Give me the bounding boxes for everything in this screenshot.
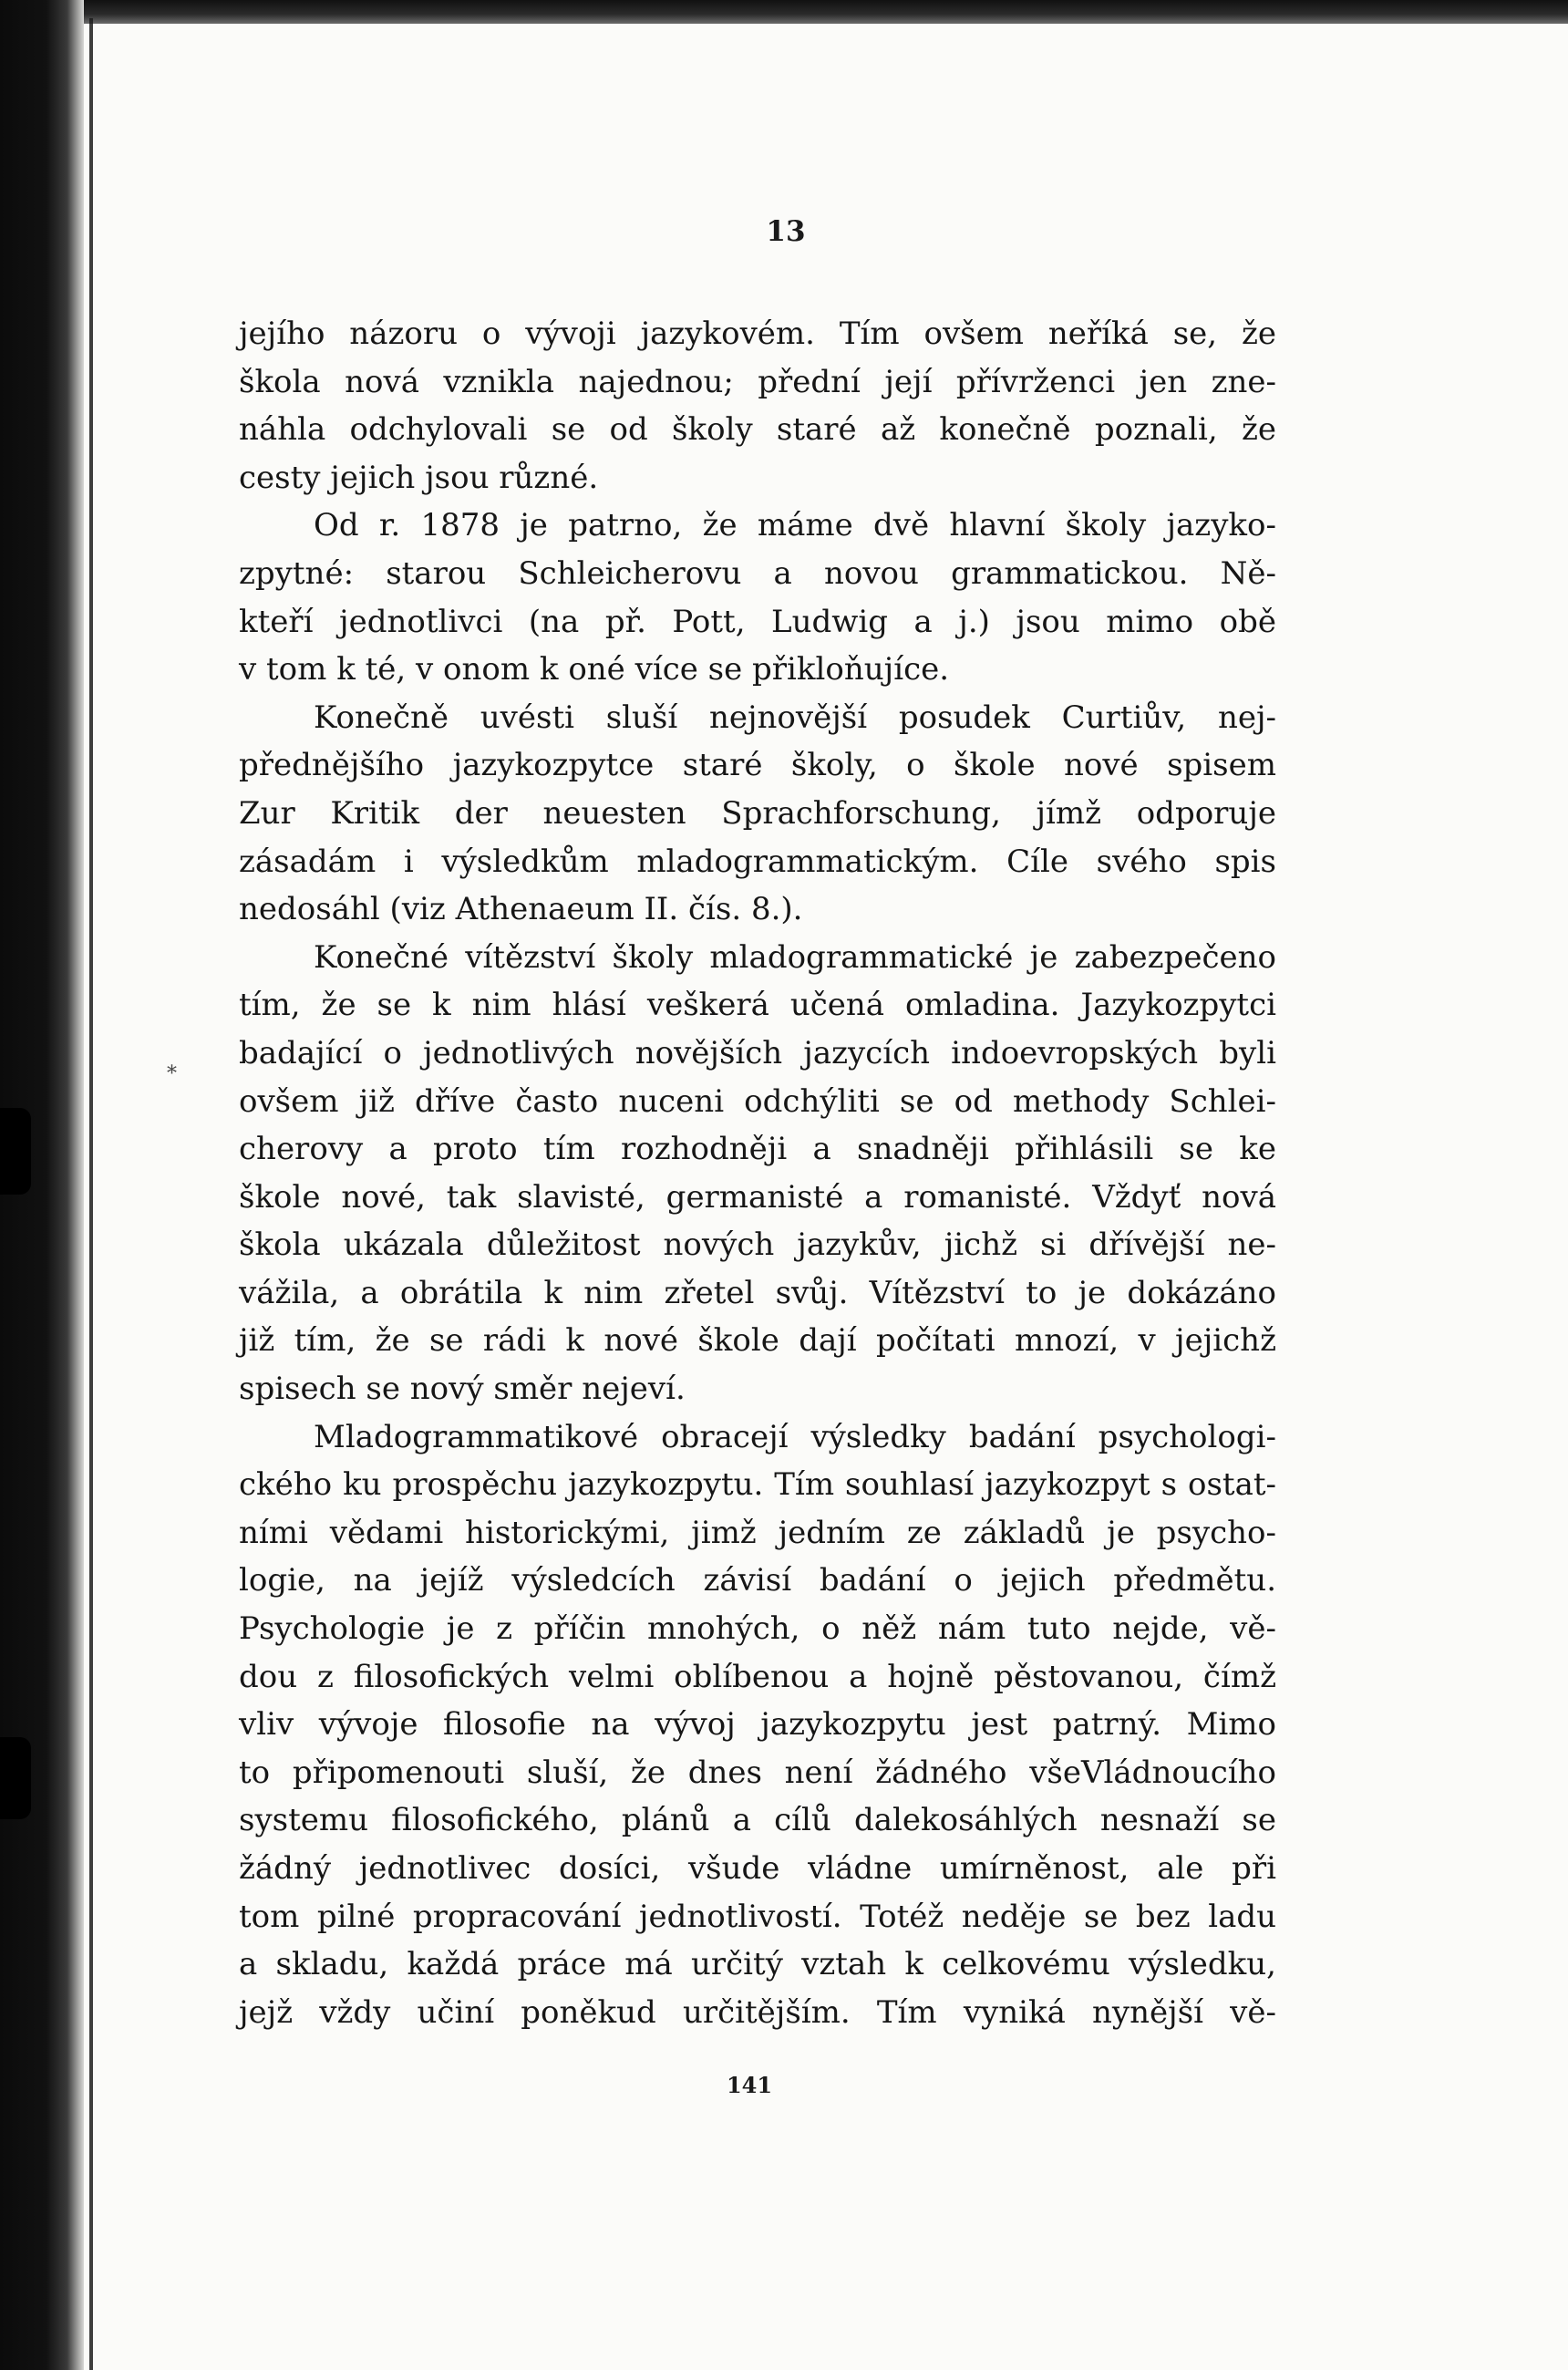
body-text bbox=[239, 310, 1276, 2036]
text-line: tím, že se k nim hlásí veškerá učená omladina. Jazykozpytci bbox=[239, 987, 1276, 1024]
text-line: vliv vývoje filosofie na vývoj jazykozpytu jest patrný. Mimo bbox=[239, 1706, 1276, 1744]
signature-mark: 141 bbox=[726, 2072, 773, 2098]
binding-mark bbox=[0, 1108, 31, 1195]
text-line: ními vědami historickými, jimž jedním ze základů je psycho- bbox=[239, 1514, 1276, 1551]
text-line: nedosáhl (viz Athenaeum II. čís. 8.). bbox=[239, 891, 803, 928]
text-line: Konečně uvésti sluší nejnovější posudek Curtiův, nej- bbox=[314, 699, 1276, 736]
text-line: systemu filosofického, plánů a cílů dalekosáhlých nesnaží se bbox=[239, 1802, 1276, 1839]
ink-speck: ⁎ bbox=[167, 1056, 177, 1079]
text-line: badající o jednotlivých novějších jazycích indoevropských byli bbox=[239, 1034, 1276, 1071]
page-edge-line bbox=[89, 18, 93, 2370]
text-line: náhla odchylovali se od školy staré až konečně poznali, že bbox=[239, 411, 1276, 449]
text-line: ckého ku prospěchu jazykozpytu. Tím souhlasí jazykozpyt s ostat- bbox=[239, 1466, 1276, 1504]
text-line: Psychologie je z příčin mnohých, o něž nám tuto nejde, vě- bbox=[239, 1610, 1276, 1648]
text-line: jejž vždy učiní poněkud určitějším. Tím vyniká nynější vě- bbox=[239, 1993, 1276, 2031]
text-line: tom pilné propracování jednotlivostí. Totéž neděje se bez ladu bbox=[239, 1898, 1276, 1935]
text-line: žádný jednotlivec dosíci, všude vládne umírněnost, ale při bbox=[239, 1850, 1276, 1887]
text-line: Mladogrammatikové obracejí výsledky badání psychologi- bbox=[314, 1418, 1276, 1455]
scan-top-edge bbox=[0, 0, 1568, 24]
text-line: v tom k té, v onom k oné více se přikloňujíce. bbox=[239, 651, 950, 688]
text-line: škole nové, tak slavisté, germanisté a romanisté. Vždyť nová bbox=[239, 1178, 1276, 1216]
text-line: dou z filosofických velmi oblíbenou a hojně pěstovanou, čímž bbox=[239, 1658, 1276, 1695]
text-line: Zur Kritik der neuesten Sprachforschung, jímž odporuje bbox=[239, 794, 1276, 832]
text-line: logie, na jejíž výsledcích závisí badání o jejich předmětu. bbox=[239, 1562, 1276, 1599]
text-line: Konečné vítězství školy mladogrammatické je zabezpečeno bbox=[314, 938, 1276, 976]
text-line: škola ukázala důležitost nových jazykův, jichž si dřívější ne- bbox=[239, 1226, 1276, 1264]
text-line: zpytné: starou Schleicherovu a novou grammatickou. Ně- bbox=[239, 554, 1276, 592]
text-line: cherovy a proto tím rozhodněji a snadněji přihlásili se ke bbox=[239, 1131, 1276, 1168]
text-line: již tím, že se rádi k nové škole dají počítati mnozí, v jejichž bbox=[239, 1322, 1276, 1360]
text-line: jejího názoru o vývoji jazykovém. Tím ovšem neříká se, že bbox=[239, 316, 1276, 352]
binding-mark bbox=[0, 1737, 31, 1819]
text-line: to připomenouti sluší, že dnes není žádného všeVládnoucího bbox=[239, 1754, 1276, 1791]
text-line: spisech se nový směr nejeví. bbox=[239, 1371, 686, 1408]
text-line: a skladu, každá práce má určitý vztah k celkovému výsledku, bbox=[239, 1946, 1276, 1983]
text-line: ovšem již dříve často nuceni odchýliti se od methody Schlei- bbox=[239, 1082, 1276, 1120]
text-line: škola nová vznikla najednou; přední její přívrženci jen zne- bbox=[239, 363, 1276, 400]
text-line: kteří jednotlivci (na př. Pott, Ludwig a j.) jsou mimo obě bbox=[239, 603, 1276, 640]
text-line: přednějšího jazykozpytce staré školy, o škole nové spisem bbox=[239, 747, 1276, 784]
text-line: cesty jejich jsou různé. bbox=[239, 459, 599, 496]
text-line: vážila, a obrátila k nim zřetel svůj. Vítězství to je dokázáno bbox=[239, 1274, 1276, 1311]
page-number: 13 bbox=[766, 215, 806, 248]
text-line: Od r. 1878 je patrno, že máme dvě hlavní školy jazyko- bbox=[314, 507, 1276, 544]
text-line: zásadám i výsledkům mladogrammatickým. Cíle svého spis bbox=[239, 843, 1276, 880]
